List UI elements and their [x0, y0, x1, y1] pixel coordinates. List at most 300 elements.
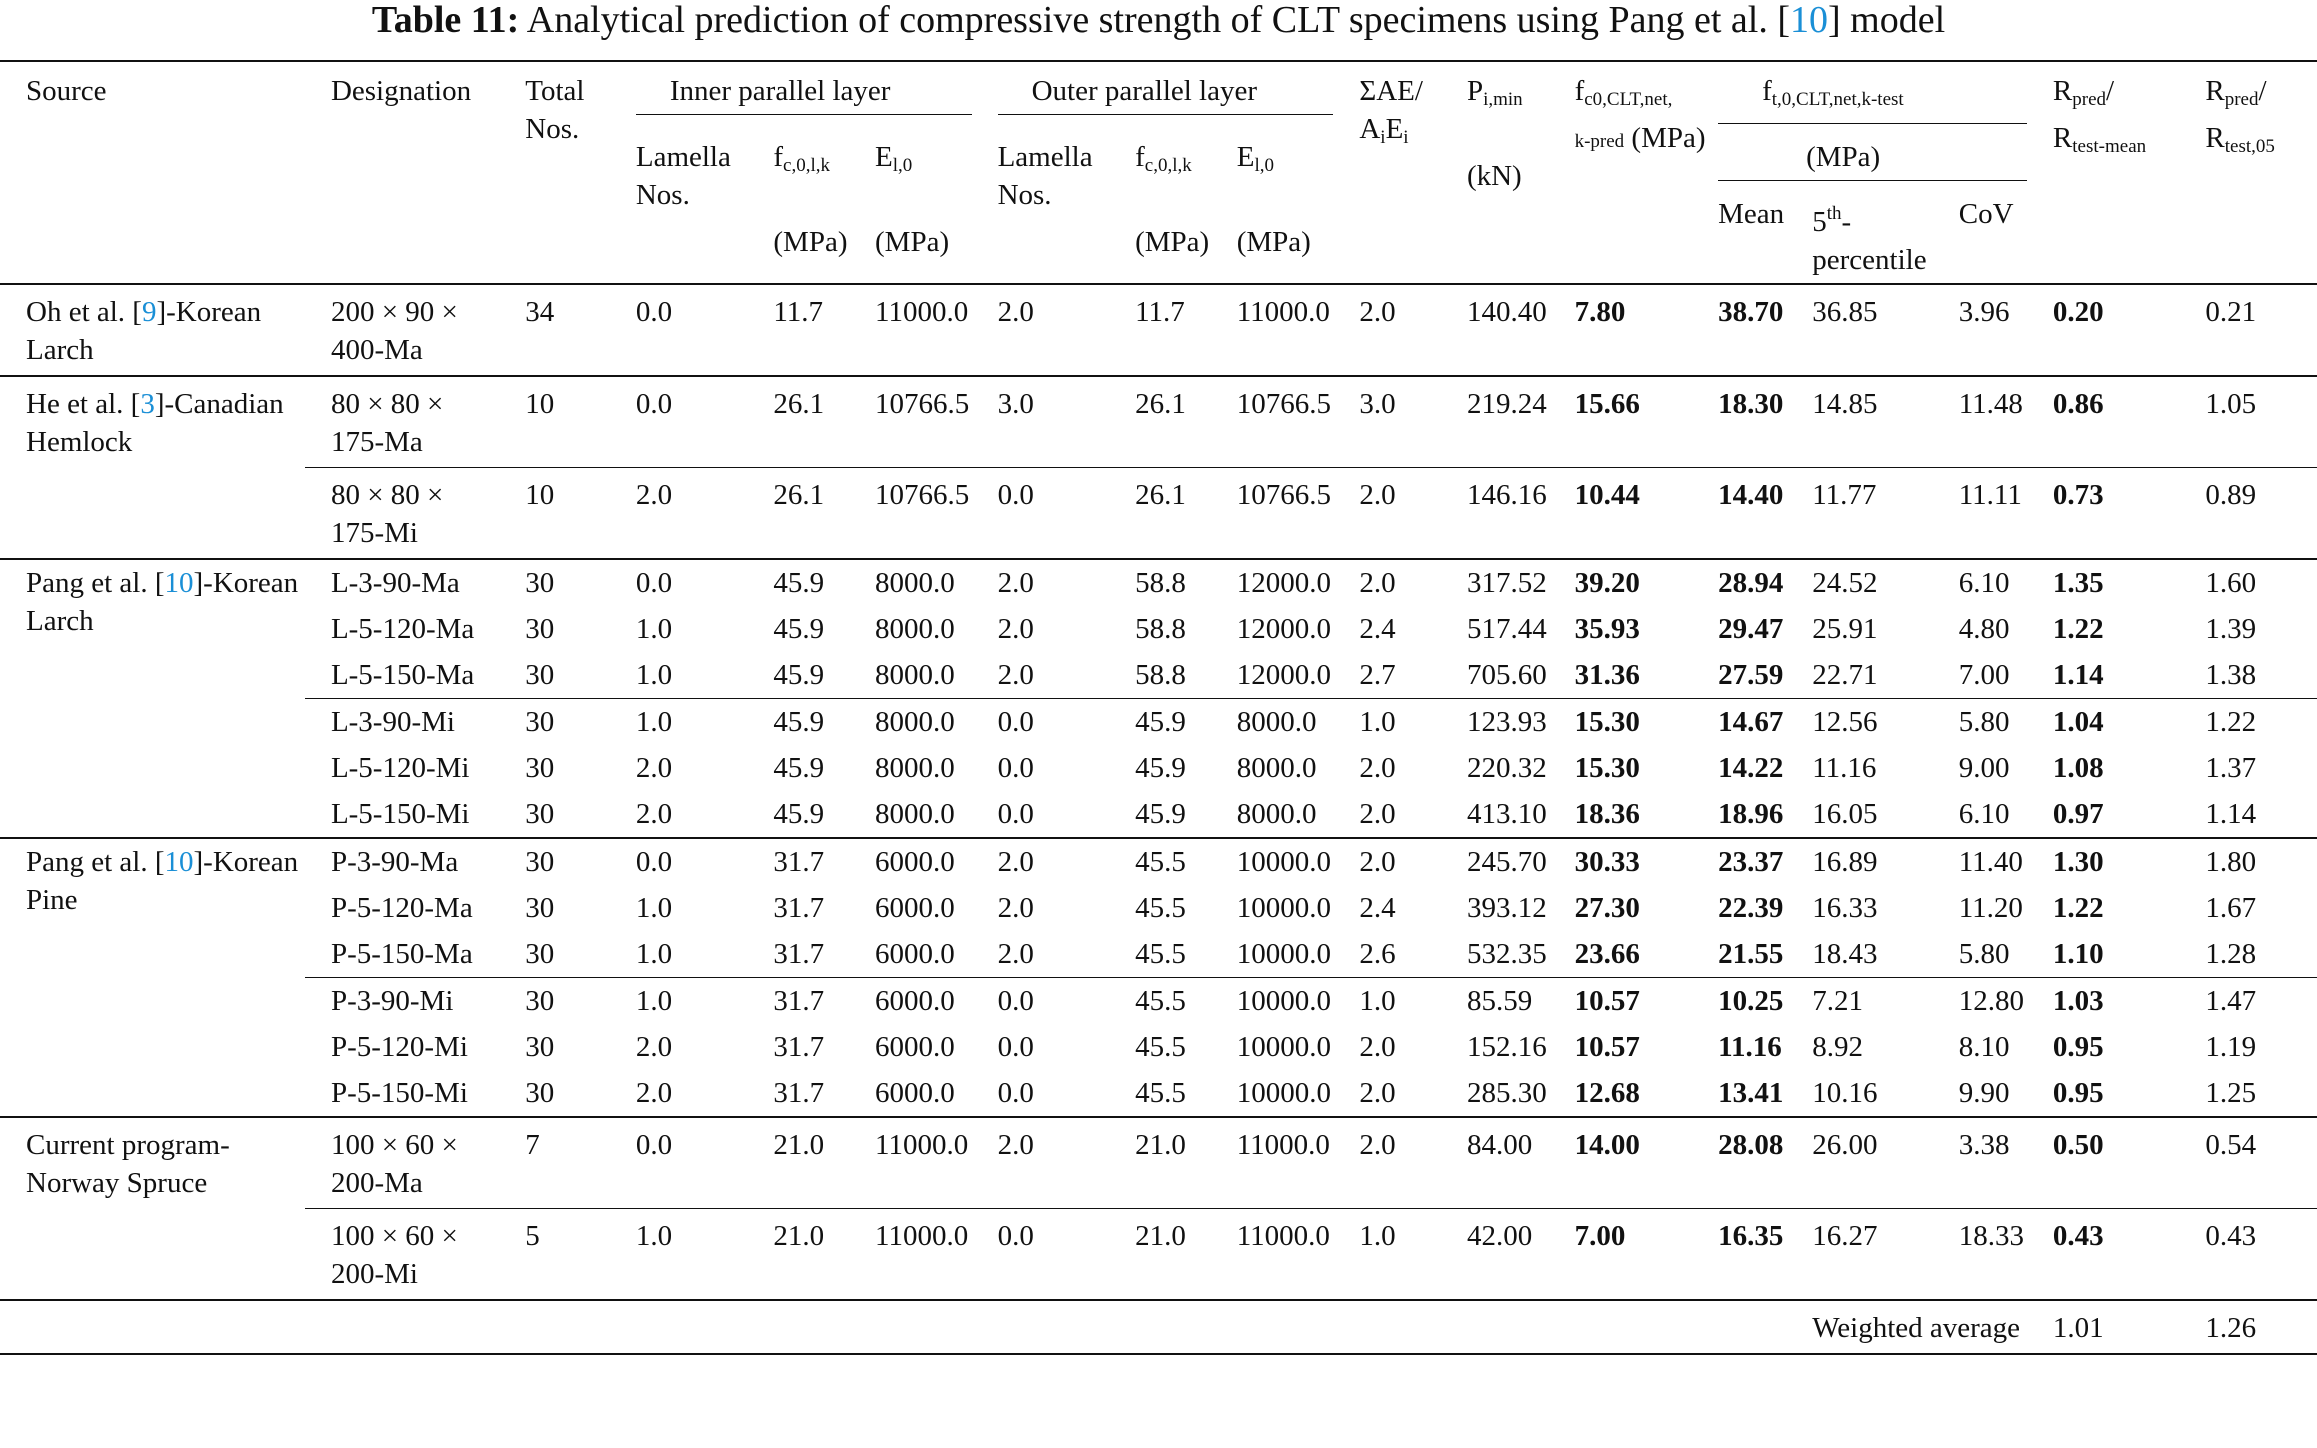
- cell-in-e: 6000.0: [875, 1077, 955, 1109]
- cell-in-f: 45.9: [773, 659, 825, 691]
- source-cell: [0, 838, 305, 1117]
- cell-r1: 1.22: [2052, 892, 2104, 924]
- weighted-average-label: Weighted average: [1786, 1300, 2027, 1354]
- cell-total: 10: [499, 468, 610, 560]
- cell-p5: 16.89: [1786, 838, 1932, 885]
- cell-out-e: 10000.0: [1236, 938, 1331, 970]
- cell-out-n: 0.0: [972, 699, 1110, 746]
- cell-fc: 14.00: [1549, 1117, 1693, 1209]
- cell-p: 517.44: [1466, 613, 1547, 645]
- table-row: [0, 978, 2317, 1025]
- cell-r1: 1.10: [2052, 938, 2104, 970]
- cell-cov: 9.90: [1958, 1077, 2010, 1109]
- cell-p5: 11.16: [1812, 752, 1877, 784]
- cell-out-f: 45.9: [1135, 752, 1186, 784]
- cell-r2: 1.60: [2179, 559, 2317, 606]
- citation-link[interactable]: 3: [140, 388, 155, 420]
- caption-citation-link[interactable]: 10: [1790, 0, 1828, 41]
- cell-p5: 7.21: [1786, 978, 1932, 1025]
- cell-sum: 2.0: [1359, 798, 1396, 830]
- cell-r2: 1.28: [2205, 938, 2257, 970]
- cell-r2: 0.21: [2179, 284, 2317, 376]
- col-inner-e: $E_{l,0}$ (MPa): [875, 141, 950, 258]
- cell-designation: P-5-120-Ma: [330, 892, 473, 924]
- cell-fc: 35.93: [1574, 613, 1640, 645]
- cell-p5: 26.00: [1786, 1117, 1932, 1209]
- cell-r1: 1.35: [2027, 559, 2179, 606]
- cell-cov: 5.80: [1958, 938, 2010, 970]
- source-text: ]-Korean Pine: [26, 846, 299, 916]
- cell-cov: 3.38: [1933, 1117, 2027, 1209]
- col-p-min: $P_{i,min}$ (kN): [1441, 61, 1549, 284]
- cell-p5: 22.71: [1812, 659, 1878, 691]
- cell-r2: 0.89: [2179, 468, 2317, 560]
- cell-sum: 2.0: [1359, 1077, 1396, 1109]
- col-ft-unit: (MPa): [1692, 128, 2027, 185]
- citation-link[interactable]: 9: [141, 296, 157, 328]
- cell-out-e: 8000.0: [1211, 699, 1334, 746]
- cell-out-e: 12000.0: [1236, 613, 1331, 645]
- cell-total: 30: [499, 838, 610, 885]
- cell-mean: 14.40: [1692, 468, 1786, 560]
- cell-p: 317.52: [1441, 559, 1549, 606]
- cell-in-f: 11.7: [747, 284, 849, 376]
- cell-mean: 11.16: [1718, 1031, 1782, 1063]
- cell-sum: 1.0: [1333, 699, 1441, 746]
- cell-in-n: 2.0: [635, 798, 673, 830]
- cell-in-e: 6000.0: [875, 1031, 955, 1063]
- cell-out-n: 2.0: [972, 838, 1110, 885]
- cell-mean: 21.55: [1718, 938, 1784, 970]
- cell-cov: 3.96: [1933, 284, 2027, 376]
- caption-label: Table 11:: [371, 0, 520, 41]
- cell-cov: 8.10: [1958, 1031, 2010, 1063]
- cell-p5: 16.27: [1786, 1209, 1932, 1301]
- cell-r1: 0.43: [2027, 1209, 2179, 1301]
- source-text: ]-Korean Larch: [26, 296, 262, 366]
- cell-in-e: 8000.0: [849, 699, 972, 746]
- cell-in-e: 10766.5: [849, 376, 972, 468]
- table-row: [0, 376, 2317, 468]
- weighted-average-r-mean: 1.01: [2027, 1300, 2179, 1354]
- cell-total: 30: [525, 938, 555, 970]
- col-mean: Mean: [1692, 185, 1786, 284]
- cell-out-e: 11000.0: [1211, 1117, 1334, 1209]
- cell-r2: 1.47: [2179, 978, 2317, 1025]
- source-text: ]-Korean Larch: [26, 567, 299, 637]
- cell-designation: P-3-90-Ma: [305, 838, 499, 885]
- cell-in-f: 45.9: [773, 752, 825, 784]
- cell-out-f: 58.8: [1135, 613, 1186, 645]
- cell-total: 30: [525, 798, 555, 830]
- source-text: Pang et al. [: [26, 567, 165, 599]
- source-cell: [0, 559, 305, 838]
- table-row: [0, 931, 2317, 978]
- source-cell: [0, 284, 305, 376]
- cell-in-e: 6000.0: [875, 938, 955, 970]
- cell-sum: 2.0: [1333, 559, 1441, 606]
- cell-fc: 10.57: [1549, 978, 1693, 1025]
- cell-mean: 28.08: [1692, 1117, 1786, 1209]
- table-row: [0, 606, 2317, 652]
- col-group-inner-layer: Inner parallel layer: [610, 61, 972, 128]
- cell-sum: 2.6: [1359, 938, 1396, 970]
- cell-out-e: 11000.0: [1211, 1209, 1334, 1301]
- table-row: [0, 745, 2317, 791]
- cell-p5: 24.52: [1786, 559, 1932, 606]
- cell-designation: 80 × 80 × 175-Mi: [305, 468, 499, 560]
- cell-out-n: 0.0: [997, 752, 1034, 784]
- cell-cov: 11.20: [1958, 892, 2023, 924]
- cell-r1: 0.50: [2027, 1117, 2179, 1209]
- cell-in-f: 45.9: [773, 613, 825, 645]
- cell-r2: 1.19: [2205, 1031, 2257, 1063]
- cell-p5: 16.05: [1812, 798, 1878, 830]
- cell-out-e: 12000.0: [1211, 559, 1334, 606]
- cell-in-e: 6000.0: [875, 892, 955, 924]
- cell-in-n: 1.0: [610, 1209, 748, 1301]
- cell-r1: 1.30: [2027, 838, 2179, 885]
- cell-cov: 12.80: [1933, 978, 2027, 1025]
- table-row: [0, 468, 2317, 560]
- cell-p: 146.16: [1441, 468, 1549, 560]
- cell-in-e: 8000.0: [875, 659, 955, 691]
- weighted-average-row: [0, 1300, 2317, 1354]
- cell-designation: 100 × 60 × 200-Ma: [305, 1117, 499, 1209]
- cell-in-n: 1.0: [635, 892, 673, 924]
- cell-mean: 28.94: [1692, 559, 1786, 606]
- cell-r2: 1.14: [2205, 798, 2257, 830]
- cell-r1: 0.73: [2027, 468, 2179, 560]
- cell-out-f: 45.5: [1109, 978, 1211, 1025]
- cell-p: 532.35: [1466, 938, 1547, 970]
- cell-designation: 80 × 80 × 175-Ma: [305, 376, 499, 468]
- col-outer-lamella: Lamella Nos.: [997, 141, 1093, 211]
- cell-out-e: 8000.0: [1236, 798, 1317, 830]
- cell-mean: 27.59: [1718, 659, 1784, 691]
- table-row: [0, 1117, 2317, 1209]
- cell-out-n: 0.0: [997, 798, 1034, 830]
- source-text: Pang et al. [: [26, 846, 165, 878]
- cell-in-n: 2.0: [635, 1031, 673, 1063]
- cell-designation: 200 × 90 × 400-Ma: [305, 284, 499, 376]
- col-source: Source: [0, 61, 305, 284]
- cell-out-n: 3.0: [972, 376, 1110, 468]
- cell-p5: 25.91: [1812, 613, 1878, 645]
- cell-mean: 14.67: [1692, 699, 1786, 746]
- cell-fc: 10.57: [1574, 1031, 1640, 1063]
- source-cell: Current program-Norway Spruce: [0, 1117, 305, 1300]
- cell-total: 30: [525, 892, 555, 924]
- cell-out-f: 45.9: [1109, 699, 1211, 746]
- cell-cov: 4.80: [1958, 613, 2010, 645]
- cell-r2: 1.39: [2205, 613, 2257, 645]
- cell-out-n: 0.0: [972, 978, 1110, 1025]
- col-total-nos: Total Nos.: [499, 61, 610, 284]
- cell-out-f: 45.5: [1135, 1077, 1186, 1109]
- cell-out-n: 2.0: [972, 1117, 1110, 1209]
- cell-r1: 1.04: [2027, 699, 2179, 746]
- cell-in-n: 1.0: [635, 659, 673, 691]
- source-text: He et al. [: [26, 388, 141, 420]
- cell-r1: 0.95: [2052, 1077, 2104, 1109]
- cell-fc: 7.00: [1549, 1209, 1693, 1301]
- table-row: [0, 838, 2317, 885]
- cell-sum: 2.0: [1333, 1117, 1441, 1209]
- cell-out-n: 2.0: [972, 284, 1110, 376]
- cell-in-f: 31.7: [773, 892, 825, 924]
- cell-sum: 2.4: [1359, 613, 1396, 645]
- cell-r1: 0.86: [2027, 376, 2179, 468]
- cell-sum: 2.4: [1359, 892, 1396, 924]
- table-row: [0, 885, 2317, 931]
- cell-mean: 10.25: [1692, 978, 1786, 1025]
- cell-in-n: 1.0: [635, 613, 673, 645]
- cell-fc: 15.30: [1574, 752, 1640, 784]
- cell-out-e: 8000.0: [1236, 752, 1317, 784]
- cell-p: 220.32: [1466, 752, 1547, 784]
- cell-r2: 1.37: [2205, 752, 2257, 784]
- cell-out-n: 2.0: [972, 559, 1110, 606]
- cell-out-f: 45.5: [1135, 938, 1186, 970]
- cell-r1: 0.97: [2052, 798, 2104, 830]
- cell-in-f: 31.7: [747, 978, 849, 1025]
- cell-r1: 1.03: [2027, 978, 2179, 1025]
- cell-fc: 31.36: [1574, 659, 1640, 691]
- cell-p: 705.60: [1466, 659, 1547, 691]
- cell-in-e: 6000.0: [849, 978, 972, 1025]
- cell-out-e: 10766.5: [1211, 376, 1334, 468]
- cell-total: 34: [499, 284, 610, 376]
- cell-r2: 1.25: [2205, 1077, 2257, 1109]
- cell-in-f: 31.7: [747, 838, 849, 885]
- col-r-pred-05: $R_{pred}/$ $R_{test,05}$: [2179, 61, 2317, 284]
- cell-cov: 7.00: [1958, 659, 2010, 691]
- cell-mean: 18.96: [1718, 798, 1784, 830]
- cell-in-e: 11000.0: [849, 1117, 972, 1209]
- cell-sum: 2.0: [1333, 838, 1441, 885]
- cell-fc: 23.66: [1574, 938, 1640, 970]
- col-inner-lamella: Lamella Nos.: [635, 141, 731, 211]
- cell-out-f: 58.8: [1109, 559, 1211, 606]
- cell-r1: 0.20: [2027, 284, 2179, 376]
- cell-total: 30: [499, 699, 610, 746]
- cell-in-n: 2.0: [635, 752, 673, 784]
- cell-out-f: 45.5: [1109, 838, 1211, 885]
- table-row: [0, 284, 2317, 376]
- col-group-outer-layer: Outer parallel layer: [972, 61, 1334, 128]
- cell-p5: 11.77: [1786, 468, 1932, 560]
- cell-in-f: 45.9: [773, 798, 825, 830]
- cell-p: 219.24: [1441, 376, 1549, 468]
- cell-in-f: 21.0: [747, 1117, 849, 1209]
- cell-in-e: 11000.0: [849, 1209, 972, 1301]
- cell-p: 140.40: [1441, 284, 1549, 376]
- cell-out-n: 0.0: [972, 468, 1110, 560]
- cell-p: 413.10: [1466, 798, 1547, 830]
- cell-in-f: 31.7: [773, 1031, 825, 1063]
- table-row: [0, 1070, 2317, 1117]
- cell-fc: 7.80: [1549, 284, 1693, 376]
- cell-mean: 23.37: [1692, 838, 1786, 885]
- col-group-ft-test: $f_{t,0,CLT,net,k-test}$: [1692, 61, 2027, 128]
- cell-in-n: 1.0: [635, 938, 673, 970]
- cell-sum: 2.0: [1359, 752, 1396, 784]
- cell-in-f: 31.7: [773, 938, 825, 970]
- cell-cov: 18.33: [1933, 1209, 2027, 1301]
- cell-fc: 18.36: [1574, 798, 1640, 830]
- cell-total: 30: [525, 659, 555, 691]
- cell-designation: L-5-120-Ma: [330, 613, 475, 645]
- cell-r1: 1.14: [2052, 659, 2104, 691]
- cell-total: 5: [499, 1209, 610, 1301]
- cell-designation: L-3-90-Ma: [305, 559, 499, 606]
- table-header: [0, 61, 2317, 284]
- cell-fc: 39.20: [1549, 559, 1693, 606]
- cell-r1: 1.22: [2052, 613, 2104, 645]
- cell-mean: 38.70: [1692, 284, 1786, 376]
- cell-r2: 1.67: [2205, 892, 2257, 924]
- cell-in-n: 2.0: [635, 1077, 673, 1109]
- cell-total: 30: [499, 559, 610, 606]
- cell-fc: 15.66: [1549, 376, 1693, 468]
- cell-designation: P-5-150-Mi: [330, 1077, 468, 1109]
- cell-in-f: 45.9: [747, 699, 849, 746]
- cell-out-n: 2.0: [997, 659, 1034, 691]
- cell-in-n: 0.0: [610, 559, 748, 606]
- cell-sum: 2.0: [1359, 1031, 1396, 1063]
- source-cell: [0, 376, 305, 559]
- cell-out-e: 10000.0: [1211, 838, 1334, 885]
- citation-link[interactable]: 10: [164, 846, 194, 878]
- cell-in-n: 1.0: [610, 699, 748, 746]
- cell-out-n: 0.0: [972, 1209, 1110, 1301]
- cell-in-e: 10766.5: [849, 468, 972, 560]
- cell-sum: 2.7: [1359, 659, 1396, 691]
- cell-cov: 9.00: [1958, 752, 2010, 784]
- cell-in-n: 2.0: [610, 468, 748, 560]
- cell-p5: 8.92: [1812, 1031, 1863, 1063]
- table-caption: [0, 0, 2317, 42]
- cell-in-f: 45.9: [747, 559, 849, 606]
- cell-in-n: 0.0: [610, 376, 748, 468]
- table-row: [0, 559, 2317, 606]
- cell-mean: 22.39: [1718, 892, 1784, 924]
- cell-p: 152.16: [1466, 1031, 1547, 1063]
- cell-cov: 6.10: [1958, 798, 2010, 830]
- cell-out-e: 10000.0: [1236, 892, 1331, 924]
- cell-designation: P-3-90-Mi: [305, 978, 499, 1025]
- cell-r2: 0.43: [2179, 1209, 2317, 1301]
- cell-p: 245.70: [1441, 838, 1549, 885]
- cell-p5: 10.16: [1812, 1077, 1878, 1109]
- cell-p5: 14.85: [1786, 376, 1932, 468]
- cell-total: 7: [499, 1117, 610, 1209]
- cell-in-e: 8000.0: [875, 752, 955, 784]
- cell-p: 123.93: [1441, 699, 1549, 746]
- cell-cov: 11.40: [1933, 838, 2027, 885]
- caption-text: Analytical prediction of compressive strength of CLT specimens using Pang et al. [: [526, 0, 1790, 41]
- cell-out-n: 0.0: [997, 1077, 1034, 1109]
- cell-cov: 5.80: [1933, 699, 2027, 746]
- table-row: [0, 791, 2317, 838]
- cell-out-n: 0.0: [997, 1031, 1034, 1063]
- col-r-pred-mean: $R_{pred}/$ $R_{test-mean}$: [2027, 61, 2179, 284]
- cell-total: 30: [525, 752, 555, 784]
- cell-out-f: 45.5: [1135, 892, 1186, 924]
- cell-in-f: 26.1: [747, 376, 849, 468]
- col-5th-percentile: 5th-percentile: [1786, 185, 1932, 284]
- cell-in-e: 8000.0: [875, 798, 955, 830]
- table-row: [0, 699, 2317, 746]
- cell-out-f: 26.1: [1109, 376, 1211, 468]
- cell-sum: 2.0: [1333, 284, 1441, 376]
- cell-out-e: 12000.0: [1236, 659, 1331, 691]
- cell-out-e: 10000.0: [1211, 978, 1334, 1025]
- cell-mean: 14.22: [1718, 752, 1784, 784]
- cell-designation: L-5-150-Ma: [330, 659, 475, 691]
- cell-out-e: 10000.0: [1236, 1031, 1331, 1063]
- table-row: [0, 652, 2317, 699]
- cell-p: 285.30: [1466, 1077, 1547, 1109]
- cell-in-f: 21.0: [747, 1209, 849, 1301]
- cell-out-f: 21.0: [1109, 1209, 1211, 1301]
- cell-p5: 18.43: [1812, 938, 1878, 970]
- cell-in-n: 1.0: [610, 978, 748, 1025]
- cell-total: 30: [525, 613, 555, 645]
- cell-cov: 6.10: [1933, 559, 2027, 606]
- cell-in-f: 31.7: [773, 1077, 825, 1109]
- weighted-average-r-05: 1.26: [2179, 1300, 2317, 1354]
- cell-designation: L-3-90-Mi: [305, 699, 499, 746]
- cell-in-n: 0.0: [610, 838, 748, 885]
- table-body: [0, 284, 2317, 1354]
- cell-designation: 100 × 60 × 200-Mi: [305, 1209, 499, 1301]
- cell-designation: P-5-150-Ma: [330, 938, 473, 970]
- results-table: [0, 60, 2317, 1355]
- cell-cov: 11.11: [1933, 468, 2027, 560]
- cell-p5: 36.85: [1786, 284, 1932, 376]
- cell-out-e: 10000.0: [1236, 1077, 1331, 1109]
- cell-mean: 29.47: [1718, 613, 1784, 645]
- cell-r1: 0.95: [2052, 1031, 2104, 1063]
- cell-sum: 2.0: [1333, 468, 1441, 560]
- cell-p5: 16.33: [1812, 892, 1878, 924]
- cell-r2: 0.54: [2179, 1117, 2317, 1209]
- cell-fc: 12.68: [1574, 1077, 1640, 1109]
- cell-r2: 1.05: [2179, 376, 2317, 468]
- cell-sum: 3.0: [1333, 376, 1441, 468]
- cell-in-n: 0.0: [610, 1117, 748, 1209]
- source-text: ]-Canadian Hemlock: [26, 388, 284, 458]
- col-designation: Designation: [305, 61, 499, 284]
- cell-p: 393.12: [1466, 892, 1547, 924]
- cell-fc: 27.30: [1574, 892, 1640, 924]
- cell-total: 30: [525, 1077, 555, 1109]
- cell-sum: 1.0: [1333, 978, 1441, 1025]
- cell-out-e: 10766.5: [1211, 468, 1334, 560]
- cell-out-n: 2.0: [997, 892, 1034, 924]
- col-fc-pred: $f_{c0,CLT,net,}$ k-pred (MPa): [1549, 61, 1693, 284]
- cell-sum: 1.0: [1333, 1209, 1441, 1301]
- empty-cell: [0, 1300, 1786, 1354]
- col-sum-ae: ΣAE/ $A_iE_i$: [1333, 61, 1441, 284]
- cell-out-f: 26.1: [1109, 468, 1211, 560]
- cell-out-n: 2.0: [997, 938, 1034, 970]
- cell-out-f: 21.0: [1109, 1117, 1211, 1209]
- cell-in-e: 8000.0: [849, 559, 972, 606]
- citation-link[interactable]: 10: [164, 567, 194, 599]
